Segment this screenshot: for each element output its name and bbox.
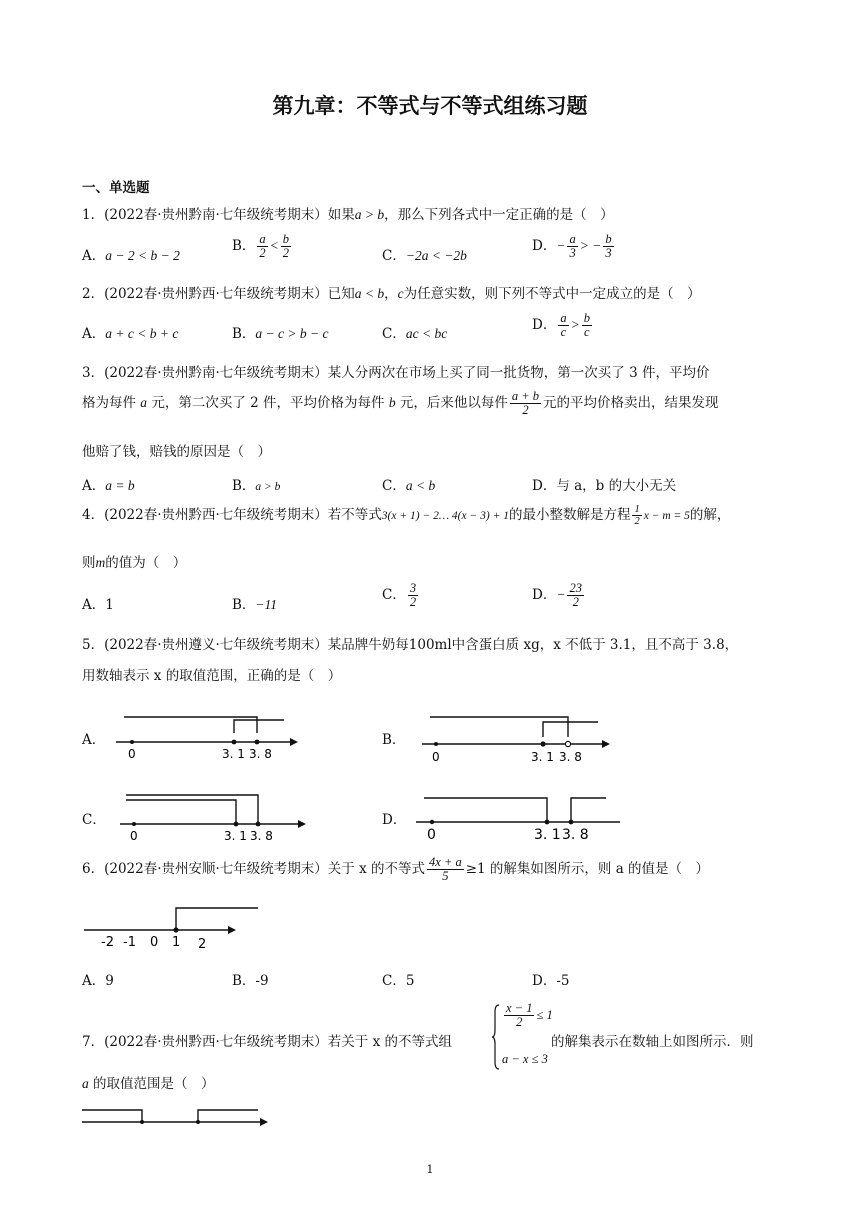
q5-option-b-number-line	[418, 710, 618, 766]
q2-stem-pre: 2．(2022春·贵州黔西·七年级统考期末）已知	[82, 286, 355, 302]
question-2-stem	[82, 282, 701, 302]
text: 元，后来他以每件	[395, 395, 508, 411]
q5-option-c-number-line	[112, 788, 312, 844]
ray-left	[82, 1110, 142, 1122]
text: 的最小整数解是方程	[508, 507, 631, 523]
fraction	[504, 1002, 534, 1029]
q2-var-c: c	[397, 286, 404, 301]
numerator: b	[282, 232, 290, 246]
q1-condition: a > b	[354, 207, 385, 222]
var-a: a	[82, 1076, 89, 1091]
q3-option-b	[232, 474, 280, 494]
q5-option-a-label: A．	[82, 732, 106, 748]
arrowhead	[260, 1118, 268, 1126]
q4-option-b	[232, 593, 277, 613]
fraction	[257, 233, 267, 260]
numerator: b	[605, 232, 612, 246]
q2-stem-post: 为任意实数，则下列不等式中一定成立的是（ ）	[403, 286, 701, 302]
var-m: m	[95, 555, 106, 570]
arrowhead	[602, 740, 610, 748]
option-text: 与 a，b 的大小无关	[556, 478, 677, 494]
option-text: a − 2 < b − 2	[105, 248, 180, 263]
q1-stem-post: ，那么下列各式中一定正确的是（ ）	[384, 207, 614, 223]
denominator: 2	[259, 246, 266, 260]
q6-option-c	[382, 969, 414, 989]
option-label: A．	[82, 326, 106, 342]
point-left	[140, 1120, 144, 1124]
operator: > −	[579, 238, 602, 253]
ray-right	[571, 798, 606, 822]
fraction	[558, 312, 568, 339]
tick-label: 3. 8	[250, 829, 273, 843]
question-6-stem	[82, 856, 709, 883]
tick-zero	[430, 820, 434, 824]
page-title: 第九章：不等式与不等式组练习题	[272, 94, 588, 118]
option-label: C．	[382, 587, 406, 603]
system-row-2: a − x ≤ 3	[502, 1052, 548, 1066]
tick-zero	[132, 822, 136, 826]
option-label: A．	[82, 248, 106, 264]
equation: x − m = 5	[643, 510, 690, 522]
point-right	[196, 1120, 200, 1124]
q3-option-a	[82, 474, 135, 494]
relation: ≤ 1	[536, 1008, 553, 1022]
q7-number-line	[82, 1104, 272, 1130]
q4-option-c	[382, 582, 420, 609]
operator: −	[556, 238, 566, 253]
tick-label: 3. 1	[222, 747, 245, 761]
text: 的值为（ ）	[105, 555, 187, 571]
option-text: a = b	[105, 478, 135, 493]
denominator: 5	[442, 869, 449, 883]
option-label: D．	[532, 238, 557, 254]
option-label: B．	[232, 597, 256, 613]
ray-right	[198, 1110, 258, 1122]
numerator: a	[560, 311, 567, 325]
var-a: a	[140, 395, 148, 410]
tick-label: -1	[123, 935, 136, 950]
tick-label: 0	[150, 935, 159, 950]
fraction	[281, 233, 291, 260]
q2-option-a	[82, 322, 178, 342]
tick-label: 3. 1	[534, 827, 561, 843]
point-3-8	[569, 820, 574, 825]
text: 7．(2022春·贵州黔西·七年级统考期末）若关于 x 的不等式组	[82, 1034, 452, 1050]
q3-line-2	[82, 390, 719, 417]
operator: <	[269, 238, 279, 253]
option-text: 9	[105, 973, 114, 989]
numerator: 1	[634, 504, 640, 515]
point-3-1	[545, 820, 550, 825]
ray-left-2	[126, 800, 236, 824]
text: 格为每件	[82, 395, 141, 411]
denominator: 3	[569, 246, 576, 260]
q5-option-d-label: D．	[382, 812, 407, 828]
tick-label: 3. 8	[562, 827, 589, 843]
option-label: D．	[532, 587, 557, 603]
option-text: a + c < b + c	[105, 326, 179, 341]
option-text: a < b	[405, 478, 436, 493]
q6-number-line	[82, 904, 262, 952]
arrowhead	[290, 738, 298, 746]
option-label: C．	[382, 326, 406, 342]
question-7-stem	[82, 1030, 452, 1050]
option-label: B．	[232, 478, 256, 494]
option-label: B．	[232, 973, 256, 989]
tick-label: 0	[130, 829, 138, 843]
fraction	[567, 233, 577, 260]
text: ≥1 的解集如图所示，则 a 的值是（ ）	[465, 861, 710, 877]
ray-left	[424, 798, 547, 822]
tick-label: 3. 8	[249, 747, 272, 761]
page-number: 1	[426, 1163, 434, 1176]
option-label: A．	[82, 973, 106, 989]
q6-option-b	[232, 969, 269, 989]
q2-option-c	[382, 322, 447, 342]
numerator: 23	[569, 581, 582, 595]
option-text: a > b	[255, 481, 281, 493]
option-label: C．	[382, 973, 406, 989]
q4-option-a	[82, 593, 114, 613]
denominator: c	[584, 325, 590, 339]
option-text: 5	[405, 973, 415, 989]
inequality: 3(x + 1) − 2… 4(x − 3) + 1	[381, 510, 509, 522]
fraction	[408, 582, 418, 609]
text: 则	[82, 555, 96, 571]
text: 的解，	[689, 507, 731, 523]
q2-option-d	[532, 312, 594, 339]
option-text: -5	[556, 973, 570, 989]
q1-option-a	[82, 244, 180, 264]
q5-option-b-label: B．	[382, 732, 406, 748]
numerator: 4x + a	[429, 855, 462, 869]
operator: −	[556, 587, 566, 602]
numerator: a + b	[511, 389, 540, 403]
numerator: a	[259, 232, 266, 246]
q1-option-b	[232, 233, 293, 260]
ray-right	[543, 722, 598, 737]
arrowhead	[298, 820, 306, 828]
denominator: c	[560, 325, 567, 339]
denominator: 2	[634, 516, 640, 527]
text: 的取值范围是（ ）	[88, 1076, 215, 1092]
fraction	[582, 312, 592, 339]
question-4-stem	[82, 503, 730, 527]
tick-label: 0	[128, 747, 136, 761]
numerator: 3	[409, 581, 417, 595]
q3-line-1: 3．(2022春·贵州黔南·七年级统考期末）某人分两次在市场上买了同一批货物，第一次买了 3 件，平均价	[82, 365, 710, 381]
point-3-8-open	[565, 741, 570, 746]
tick-zero	[130, 740, 134, 744]
option-text: −2a < −2b	[405, 248, 467, 263]
tick-label: 1	[172, 935, 181, 950]
tick-label: 0	[427, 827, 436, 843]
point-3-1	[234, 822, 239, 827]
system-row-1	[502, 1002, 553, 1029]
option-text: -9	[255, 973, 269, 989]
denominator: 2	[522, 403, 529, 417]
q1-stem-pre: 1．(2022春·贵州黔南·七年级统考期末）如果	[82, 207, 355, 223]
q2-option-b	[232, 322, 329, 342]
text: 元，第二次买了 2 件，平均价格为每件	[147, 395, 389, 411]
ray-right	[176, 908, 258, 930]
option-text: −11	[255, 597, 278, 612]
section-heading: 一、单选题	[82, 180, 150, 196]
q2-stem-mid: ，	[384, 286, 398, 302]
option-label: C．	[382, 248, 406, 264]
q7-inequality-system	[492, 1001, 553, 1072]
tick-label: 2	[198, 937, 207, 952]
q2-condition: a < b	[354, 286, 385, 301]
option-label: B．	[232, 326, 256, 342]
text: 6．(2022春·贵州安顺·七年级统考期末）关于 x 的不等式	[82, 861, 425, 877]
q6-option-d	[532, 969, 569, 989]
tick-label: 3. 8	[559, 750, 582, 764]
q5-line-1: 5．(2022春·贵州遵义·七年级统考期末）某品牌牛奶每100ml中含蛋白质 xg，x 不低于 3.1，且不高于 3.8，	[82, 637, 739, 653]
tick-zero	[434, 742, 438, 746]
arrowhead	[228, 926, 236, 934]
option-text: 1	[105, 597, 114, 613]
tick-label: -2	[101, 935, 114, 950]
fraction	[632, 504, 641, 527]
q1-option-c	[382, 244, 467, 264]
fraction	[427, 856, 464, 883]
point-3-1	[540, 741, 545, 746]
tick-label: 3. 1	[224, 829, 247, 843]
point-one	[173, 927, 178, 932]
q3-option-c	[382, 474, 435, 494]
ray-left	[430, 717, 568, 737]
denominator: 3	[605, 246, 612, 260]
point-3-1	[232, 740, 237, 745]
tick-label: 0	[432, 750, 440, 764]
q4-line-2	[82, 551, 186, 571]
ray-right	[234, 720, 284, 733]
text: 元的平均价格卖出，结果发现	[543, 395, 719, 411]
operator: >	[570, 317, 580, 332]
q7-stem-post: 的解集表示在数轴上如图所示．则	[551, 1034, 754, 1050]
numerator: b	[583, 311, 590, 325]
q5-option-a-number-line	[112, 710, 307, 766]
question-1-stem	[82, 203, 614, 223]
fraction	[603, 233, 613, 260]
option-text: ac < bc	[405, 326, 448, 341]
option-label: A．	[82, 597, 106, 613]
option-label: D．	[532, 973, 557, 989]
denominator: 2	[282, 246, 290, 260]
point-3-8	[255, 740, 260, 745]
q5-option-d-number-line	[410, 788, 625, 844]
option-text: a − c > b − c	[255, 326, 329, 341]
denominator: 2	[516, 1015, 523, 1029]
option-label: D．	[532, 317, 557, 333]
denominator: 2	[572, 595, 579, 609]
point-3-8	[256, 822, 261, 827]
var-b: b	[388, 395, 396, 410]
q5-line-2: 用数轴表示 x 的取值范围，正确的是（ ）	[82, 668, 342, 684]
q3-option-d	[532, 474, 676, 494]
option-label: A．	[82, 478, 106, 494]
fraction	[567, 582, 584, 609]
q6-option-a	[82, 969, 114, 989]
brace-icon	[492, 1004, 500, 1070]
numerator: a	[569, 232, 576, 246]
q3-line-3: 他赔了钱，赔钱的原因是（ ）	[82, 444, 271, 460]
tick-label: 3. 1	[531, 750, 554, 764]
option-label: C．	[382, 478, 406, 494]
option-label: D．	[532, 478, 557, 494]
q4-option-d	[532, 582, 586, 609]
q5-option-c-label: C．	[82, 812, 106, 828]
q7-line-2	[82, 1072, 215, 1092]
denominator: 2	[409, 595, 417, 609]
text: 4．(2022春·贵州黔西·七年级统考期末）若不等式	[82, 507, 382, 523]
numerator: x − 1	[506, 1001, 533, 1015]
option-label: B．	[232, 238, 256, 254]
q1-option-d	[532, 233, 616, 260]
fraction	[510, 390, 541, 417]
